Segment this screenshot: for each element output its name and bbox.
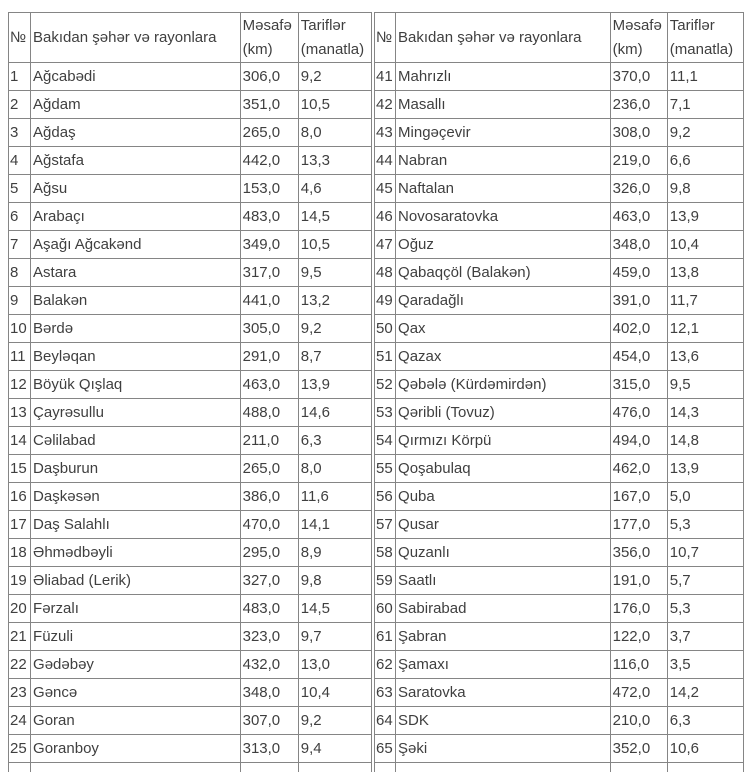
cell-distance: 323,0 [240, 623, 298, 651]
cell-tariff: 6,3 [667, 707, 743, 735]
cell-row-number: 48 [375, 259, 396, 287]
cell-destination: Qabaqçöl (Balakən) [396, 259, 611, 287]
cell-distance: 370,0 [610, 63, 667, 91]
cell-distance: 191,0 [610, 567, 667, 595]
cell-tariff: 8,7 [298, 343, 371, 371]
cell-destination: Qax [396, 315, 611, 343]
cell-tariff: 10,5 [298, 231, 371, 259]
table-row [375, 763, 744, 772]
table-body-left [9, 63, 372, 772]
header-row [375, 13, 744, 63]
cell-destination: Ağsu [31, 175, 241, 203]
cell-tariff: 6,6 [667, 147, 743, 175]
cell-destination: Böyük Qışlaq [31, 371, 241, 399]
cell-row-number: 64 [375, 707, 396, 735]
cell-tariff: 13,9 [667, 203, 743, 231]
cell-row-number: 6 [9, 203, 31, 231]
cell-distance: 122,0 [610, 623, 667, 651]
cell-destination: Qəbələ (Kürdəmirdən) [396, 371, 611, 399]
cell-tariff: 4,6 [298, 175, 371, 203]
cell-row-number: 11 [9, 343, 31, 371]
table-row [9, 287, 372, 315]
cell-destination: Ağdaş [31, 119, 241, 147]
table-row [375, 63, 744, 91]
cell-tariff: 10,7 [667, 539, 743, 567]
table-row [375, 455, 744, 483]
cell-row-number: 20 [9, 595, 31, 623]
table-row [9, 63, 372, 91]
cell-tariff: 13,6 [667, 343, 743, 371]
cell-row-number: 22 [9, 651, 31, 679]
table-row [375, 427, 744, 455]
cell-row-number: 51 [375, 343, 396, 371]
header-tariff: Tariflər (manatla) [667, 13, 743, 63]
cell-distance: 470,0 [240, 511, 298, 539]
cell-distance: 326,0 [610, 175, 667, 203]
cell-row-number: 9 [9, 287, 31, 315]
cell-destination: Ağcabədi [31, 63, 241, 91]
table-row [375, 623, 744, 651]
cell-tariff: 10,4 [298, 679, 371, 707]
cell-tariff: 9,8 [667, 175, 743, 203]
cell-tariff: 13,3 [298, 147, 371, 175]
table-row [9, 371, 372, 399]
cell-distance: 295,0 [240, 539, 298, 567]
cell-tariff: 14,3 [667, 399, 743, 427]
table-row [375, 371, 744, 399]
cell-destination: Qoşabulaq [396, 455, 611, 483]
cell-row-number: 57 [375, 511, 396, 539]
cell-tariff: 9,5 [298, 259, 371, 287]
cell-distance: 313,0 [240, 735, 298, 763]
table-row [9, 315, 372, 343]
cell-row-number: 62 [375, 651, 396, 679]
table-row [375, 147, 744, 175]
table-row [375, 651, 744, 679]
cell-tariff: 11,6 [298, 483, 371, 511]
cell-tariff: 12,1 [667, 315, 743, 343]
table-row [9, 399, 372, 427]
cell-distance: 211,0 [240, 427, 298, 455]
table-row [9, 259, 372, 287]
cell-row-number: 15 [9, 455, 31, 483]
cell-tariff: 3,7 [667, 623, 743, 651]
cell-destination: Saratovka [396, 679, 611, 707]
cell-distance: 348,0 [610, 231, 667, 259]
cell-distance: 356,0 [610, 539, 667, 567]
table-row [9, 147, 372, 175]
table-row [9, 763, 372, 772]
cell-distance: 494,0 [610, 427, 667, 455]
table-row [9, 511, 372, 539]
table-row [9, 203, 372, 231]
cell-distance: 349,0 [240, 231, 298, 259]
cell-destination: Şamaxı [396, 651, 611, 679]
cell-destination: Quba [396, 483, 611, 511]
table-row [9, 427, 372, 455]
table-body-right [375, 63, 744, 772]
tariff-table-right [374, 12, 744, 772]
cell-destination [396, 763, 611, 772]
cell-destination: Daşkəsən [31, 483, 241, 511]
cell-destination: Daş Salahlı [31, 511, 241, 539]
cell-destination: Çayrəsullu [31, 399, 241, 427]
cell-tariff: 10,5 [298, 91, 371, 119]
cell-tariff: 9,8 [298, 567, 371, 595]
cell-row-number [9, 763, 31, 772]
cell-distance: 153,0 [240, 175, 298, 203]
cell-row-number: 55 [375, 455, 396, 483]
cell-distance: 386,0 [240, 483, 298, 511]
table-row [9, 91, 372, 119]
table-row [375, 707, 744, 735]
cell-distance: 315,0 [610, 371, 667, 399]
cell-row-number: 59 [375, 567, 396, 595]
cell-row-number: 47 [375, 231, 396, 259]
cell-tariff: 13,8 [667, 259, 743, 287]
cell-row-number: 54 [375, 427, 396, 455]
cell-destination: Füzuli [31, 623, 241, 651]
cell-destination: Sabirabad [396, 595, 611, 623]
cell-row-number: 17 [9, 511, 31, 539]
cell-row-number: 1 [9, 63, 31, 91]
cell-destination: SDK [396, 707, 611, 735]
cell-tariff: 9,7 [298, 623, 371, 651]
cell-distance: 219,0 [610, 147, 667, 175]
cell-tariff [298, 763, 371, 772]
cell-distance: 483,0 [240, 203, 298, 231]
cell-row-number: 53 [375, 399, 396, 427]
cell-tariff: 9,2 [298, 707, 371, 735]
table-row [375, 399, 744, 427]
cell-row-number: 19 [9, 567, 31, 595]
cell-distance: 441,0 [240, 287, 298, 315]
cell-destination: Nabran [396, 147, 611, 175]
cell-destination: Arabaçı [31, 203, 241, 231]
table-row [9, 483, 372, 511]
cell-tariff: 14,6 [298, 399, 371, 427]
table-row [375, 343, 744, 371]
cell-row-number: 41 [375, 63, 396, 91]
cell-row-number: 63 [375, 679, 396, 707]
cell-distance: 265,0 [240, 455, 298, 483]
cell-row-number: 24 [9, 707, 31, 735]
cell-tariff: 14,1 [298, 511, 371, 539]
cell-destination: Qəribli (Tovuz) [396, 399, 611, 427]
cell-distance: 483,0 [240, 595, 298, 623]
cell-distance: 291,0 [240, 343, 298, 371]
table-row [375, 567, 744, 595]
table-row [9, 623, 372, 651]
cell-destination: Oğuz [396, 231, 611, 259]
cell-distance: 307,0 [240, 707, 298, 735]
header-distance: Məsafə (km) [240, 13, 298, 63]
cell-row-number: 45 [375, 175, 396, 203]
cell-tariff: 14,2 [667, 679, 743, 707]
cell-distance: 317,0 [240, 259, 298, 287]
cell-distance: 176,0 [610, 595, 667, 623]
cell-distance: 472,0 [610, 679, 667, 707]
table-row [375, 315, 744, 343]
cell-destination: Gəncə [31, 679, 241, 707]
cell-tariff: 11,7 [667, 287, 743, 315]
cell-row-number: 56 [375, 483, 396, 511]
cell-destination: Quzanlı [396, 539, 611, 567]
cell-destination: Balakən [31, 287, 241, 315]
cell-destination: Daşburun [31, 455, 241, 483]
cell-row-number: 50 [375, 315, 396, 343]
cell-distance [610, 763, 667, 772]
cell-tariff: 9,2 [298, 63, 371, 91]
cell-row-number: 10 [9, 315, 31, 343]
cell-tariff: 7,1 [667, 91, 743, 119]
cell-row-number: 16 [9, 483, 31, 511]
cell-row-number: 23 [9, 679, 31, 707]
cell-destination: Qusar [396, 511, 611, 539]
cell-distance: 167,0 [610, 483, 667, 511]
table-row [375, 231, 744, 259]
table-row [9, 455, 372, 483]
table-row [375, 119, 744, 147]
cell-tariff: 3,5 [667, 651, 743, 679]
cell-distance: 402,0 [610, 315, 667, 343]
cell-row-number: 13 [9, 399, 31, 427]
cell-destination: Qaradağlı [396, 287, 611, 315]
table-row [9, 651, 372, 679]
cell-destination: Şəki [396, 735, 611, 763]
cell-destination: Ağdam [31, 91, 241, 119]
cell-row-number: 7 [9, 231, 31, 259]
cell-destination: Cəlilabad [31, 427, 241, 455]
header-number: № [9, 13, 31, 63]
table-row [9, 343, 372, 371]
cell-destination: Ağstafa [31, 147, 241, 175]
cell-distance: 265,0 [240, 119, 298, 147]
cell-row-number: 5 [9, 175, 31, 203]
cell-row-number: 43 [375, 119, 396, 147]
cell-distance: 462,0 [610, 455, 667, 483]
table-row [375, 91, 744, 119]
cell-tariff: 8,0 [298, 455, 371, 483]
cell-destination: Mahrızlı [396, 63, 611, 91]
cell-tariff: 9,2 [667, 119, 743, 147]
cell-destination: Gədəbəy [31, 651, 241, 679]
table-row [9, 735, 372, 763]
cell-tariff: 5,0 [667, 483, 743, 511]
header-row [9, 13, 372, 63]
cell-distance: 306,0 [240, 63, 298, 91]
table-row [9, 175, 372, 203]
cell-tariff: 14,5 [298, 595, 371, 623]
cell-destination: Şabran [396, 623, 611, 651]
cell-row-number: 60 [375, 595, 396, 623]
cell-distance: 210,0 [610, 707, 667, 735]
cell-destination: Qazax [396, 343, 611, 371]
cell-destination: Goranboy [31, 735, 241, 763]
cell-destination: Astara [31, 259, 241, 287]
cell-tariff: 6,3 [298, 427, 371, 455]
cell-tariff: 5,7 [667, 567, 743, 595]
table-row [9, 119, 372, 147]
cell-row-number: 58 [375, 539, 396, 567]
table-row [375, 287, 744, 315]
cell-distance [240, 763, 298, 772]
table-row [375, 735, 744, 763]
cell-tariff: 13,0 [298, 651, 371, 679]
cell-distance: 442,0 [240, 147, 298, 175]
cell-distance: 391,0 [610, 287, 667, 315]
cell-tariff: 8,9 [298, 539, 371, 567]
cell-destination: Novosaratovka [396, 203, 611, 231]
table-row [375, 511, 744, 539]
cell-distance: 308,0 [610, 119, 667, 147]
cell-tariff: 13,9 [298, 371, 371, 399]
cell-distance: 236,0 [610, 91, 667, 119]
cell-distance: 463,0 [610, 203, 667, 231]
table-row [375, 595, 744, 623]
cell-distance: 454,0 [610, 343, 667, 371]
table-row [375, 679, 744, 707]
table-row [9, 539, 372, 567]
cell-tariff: 9,5 [667, 371, 743, 399]
table-row [375, 203, 744, 231]
cell-row-number: 18 [9, 539, 31, 567]
cell-tariff: 10,4 [667, 231, 743, 259]
cell-distance: 351,0 [240, 91, 298, 119]
table-row [9, 595, 372, 623]
cell-row-number [375, 763, 396, 772]
cell-distance: 476,0 [610, 399, 667, 427]
cell-destination: Beyləqan [31, 343, 241, 371]
cell-row-number: 14 [9, 427, 31, 455]
cell-tariff: 14,5 [298, 203, 371, 231]
cell-row-number: 49 [375, 287, 396, 315]
cell-row-number: 46 [375, 203, 396, 231]
cell-row-number: 42 [375, 91, 396, 119]
table-row [9, 679, 372, 707]
cell-destination [31, 763, 241, 772]
cell-distance: 432,0 [240, 651, 298, 679]
table-row [9, 231, 372, 259]
cell-destination: Masallı [396, 91, 611, 119]
cell-tariff: 13,2 [298, 287, 371, 315]
table-row [375, 483, 744, 511]
table-row [375, 539, 744, 567]
cell-row-number: 44 [375, 147, 396, 175]
header-destination: Bakıdan şəhər və rayonlara [396, 13, 611, 63]
cell-tariff: 9,4 [298, 735, 371, 763]
cell-row-number: 61 [375, 623, 396, 651]
header-destination: Bakıdan şəhər və rayonlara [31, 13, 241, 63]
cell-tariff: 8,0 [298, 119, 371, 147]
cell-destination: Fərzalı [31, 595, 241, 623]
cell-distance: 116,0 [610, 651, 667, 679]
cell-row-number: 8 [9, 259, 31, 287]
cell-destination: Saatlı [396, 567, 611, 595]
cell-row-number: 12 [9, 371, 31, 399]
cell-row-number: 2 [9, 91, 31, 119]
cell-row-number: 52 [375, 371, 396, 399]
cell-tariff: 11,1 [667, 63, 743, 91]
table-row [375, 259, 744, 287]
cell-distance: 463,0 [240, 371, 298, 399]
cell-distance: 327,0 [240, 567, 298, 595]
cell-tariff: 14,8 [667, 427, 743, 455]
cell-row-number: 21 [9, 623, 31, 651]
cell-destination: Qırmızı Körpü [396, 427, 611, 455]
cell-tariff: 10,6 [667, 735, 743, 763]
cell-distance: 488,0 [240, 399, 298, 427]
cell-destination: Bərdə [31, 315, 241, 343]
cell-destination: Aşağı Ağcakənd [31, 231, 241, 259]
cell-tariff: 13,9 [667, 455, 743, 483]
table-row [9, 707, 372, 735]
cell-destination: Əliabad (Lerik) [31, 567, 241, 595]
cell-distance: 352,0 [610, 735, 667, 763]
table-row [9, 567, 372, 595]
cell-tariff: 5,3 [667, 595, 743, 623]
cell-distance: 177,0 [610, 511, 667, 539]
cell-tariff: 5,3 [667, 511, 743, 539]
cell-distance: 305,0 [240, 315, 298, 343]
cell-row-number: 65 [375, 735, 396, 763]
header-distance: Məsafə (km) [610, 13, 667, 63]
cell-destination: Mingəçevir [396, 119, 611, 147]
cell-row-number: 25 [9, 735, 31, 763]
tariff-table-left [8, 12, 372, 772]
table-row [375, 175, 744, 203]
header-tariff: Tariflər (manatla) [298, 13, 371, 63]
cell-destination: Naftalan [396, 175, 611, 203]
cell-row-number: 4 [9, 147, 31, 175]
cell-distance: 348,0 [240, 679, 298, 707]
cell-destination: Goran [31, 707, 241, 735]
header-number: № [375, 13, 396, 63]
cell-row-number: 3 [9, 119, 31, 147]
cell-distance: 459,0 [610, 259, 667, 287]
cell-tariff: 9,2 [298, 315, 371, 343]
cell-tariff [667, 763, 743, 772]
cell-destination: Əhmədbəyli [31, 539, 241, 567]
